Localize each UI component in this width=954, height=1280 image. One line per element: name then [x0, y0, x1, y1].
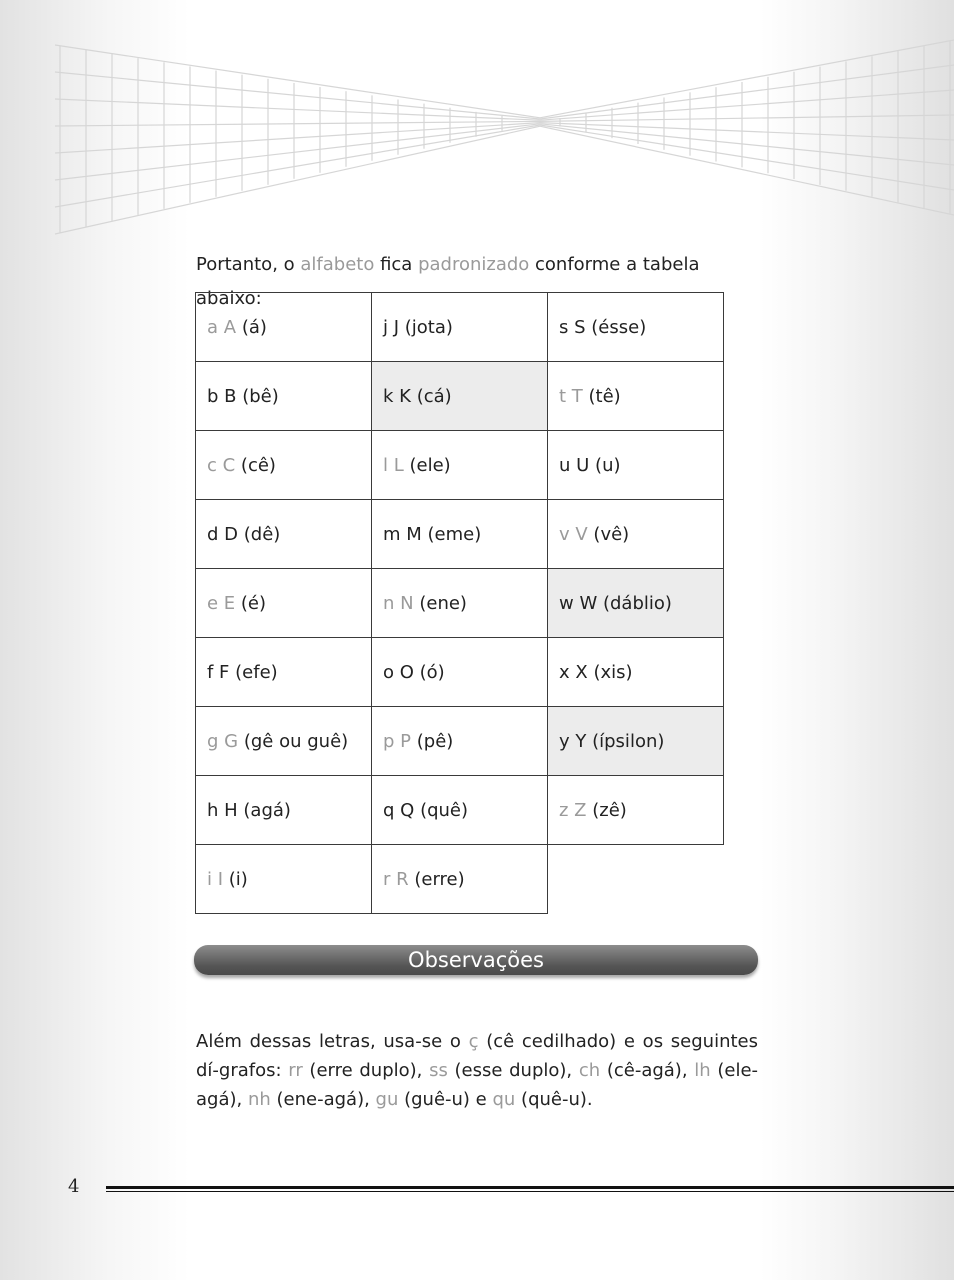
table-cell [548, 776, 724, 845]
letter-pair: g G [207, 730, 239, 752]
letter-pair: c C [207, 454, 236, 476]
intro-suffix: conforme a tabela abaixo: [196, 254, 700, 309]
text-segment: (ele-agá), [196, 1060, 759, 1110]
letter-pair: e E [207, 592, 236, 614]
table-row [196, 776, 724, 845]
letter-name: (xis) [593, 661, 633, 683]
table-row [196, 638, 724, 707]
letter-pair: u U [559, 454, 590, 476]
footer-rule-thin [106, 1191, 954, 1192]
table-row [196, 707, 724, 776]
letter-name: (ene) [419, 592, 467, 614]
page-number: 4 [68, 1176, 80, 1197]
letter-name: (dáblio) [602, 592, 672, 614]
text-segment: (erre duplo), [302, 1060, 430, 1081]
letter-pair: p P [383, 730, 412, 752]
letter-name: (ele) [409, 454, 451, 476]
table-cell [372, 638, 548, 707]
letter-pair: y Y [559, 730, 587, 752]
highlighted-term: lh [694, 1060, 711, 1081]
letter-name: (vê) [593, 523, 630, 545]
table-cell [548, 293, 724, 362]
letter-pair: t T [559, 385, 583, 407]
letter-name: (á) [241, 316, 267, 338]
table-row [196, 569, 724, 638]
table-cell [196, 569, 372, 638]
table-cell [196, 362, 372, 431]
letter-name: (ípsilon) [592, 730, 665, 752]
intro-mid: fica [374, 254, 419, 275]
table-cell [196, 845, 372, 914]
letter-name: (erre) [414, 868, 465, 890]
letter-name: (dê) [243, 523, 281, 545]
text-segment: (guê-u) e [398, 1089, 493, 1110]
table-cell [372, 845, 548, 914]
footer-rule-thick [106, 1186, 954, 1189]
table-cell [196, 638, 372, 707]
table-cell [372, 293, 548, 362]
letter-name: (u) [595, 454, 621, 476]
letter-pair: v V [559, 523, 588, 545]
intro-prefix: Portanto, o [196, 254, 301, 275]
letter-pair: k K [383, 385, 411, 407]
highlighted-term: rr [288, 1060, 303, 1081]
letter-name: (eme) [427, 523, 482, 545]
table-cell [372, 500, 548, 569]
letter-name: (cá) [416, 385, 452, 407]
letter-pair: j J [383, 316, 400, 338]
letter-pair: n N [383, 592, 414, 614]
letter-pair: z Z [559, 799, 587, 821]
letter-name: (gê ou guê) [243, 730, 349, 752]
letter-name: (zê) [592, 799, 627, 821]
letter-name: (ó) [419, 661, 445, 683]
table-row [196, 293, 724, 362]
text-segment: (ene-agá), [270, 1089, 376, 1110]
intro-word-alfabeto: alfabeto [300, 254, 375, 275]
letter-name: (efe) [235, 661, 278, 683]
intro-word-padronizado: padronizado [418, 254, 530, 275]
table-cell [548, 362, 724, 431]
letter-pair: m M [383, 523, 422, 545]
letter-name: (jota) [404, 316, 453, 338]
observations-paragraph [196, 1027, 758, 1114]
text-segment: (esse duplo), [447, 1060, 579, 1081]
table-row [196, 431, 724, 500]
table-cell [548, 500, 724, 569]
letter-pair: x X [559, 661, 588, 683]
table-cell [196, 776, 372, 845]
table-cell [196, 500, 372, 569]
letter-pair: w W [559, 592, 598, 614]
letter-name: (agá) [243, 799, 291, 821]
table-cell-empty [548, 845, 724, 914]
letter-pair: o O [383, 661, 414, 683]
letter-name: (pê) [416, 730, 454, 752]
highlighted-term: ss [429, 1060, 448, 1081]
text-segment: Além dessas letras, usa-se o [196, 1031, 469, 1052]
letter-pair: q Q [383, 799, 415, 821]
highlighted-term: gu [375, 1089, 399, 1110]
observations-banner: Observações [194, 945, 758, 975]
highlighted-term: qu [492, 1089, 516, 1110]
letter-pair: b B [207, 385, 237, 407]
letter-name: (tê) [588, 385, 621, 407]
letter-pair: f F [207, 661, 230, 683]
letter-name: (i) [228, 868, 248, 890]
highlighted-term: ch [578, 1060, 601, 1081]
table-cell [372, 431, 548, 500]
table-cell [196, 707, 372, 776]
table-cell [372, 776, 548, 845]
table-row [196, 500, 724, 569]
table-row [196, 845, 724, 914]
highlighted-term: nh [247, 1089, 271, 1110]
letter-pair: h H [207, 799, 238, 821]
letter-name: (é) [240, 592, 267, 614]
header-grid-decoration [0, 0, 954, 240]
letter-pair: l L [383, 454, 404, 476]
text-segment: (cê-agá), [600, 1060, 695, 1081]
table-cell [548, 707, 724, 776]
table-cell [196, 293, 372, 362]
letter-name: (cê) [240, 454, 276, 476]
highlighted-term: ç [468, 1031, 479, 1052]
table-cell [196, 431, 372, 500]
table-cell [372, 569, 548, 638]
table-cell [548, 569, 724, 638]
text-segment: (quê-u). [515, 1089, 593, 1110]
table-cell [372, 362, 548, 431]
table-cell [548, 638, 724, 707]
letter-pair: i I [207, 868, 224, 890]
letter-name: (ésse) [591, 316, 647, 338]
alphabet-table [195, 292, 724, 914]
letter-name: (bê) [242, 385, 279, 407]
letter-pair: a A [207, 316, 237, 338]
letter-pair: s S [559, 316, 586, 338]
letter-pair: d D [207, 523, 239, 545]
text-segment: (cê cedilhado) e os seguintes dí-grafos: [196, 1031, 758, 1081]
letter-name: (quê) [420, 799, 469, 821]
table-cell [372, 707, 548, 776]
letter-pair: r R [383, 868, 409, 890]
table-row [196, 362, 724, 431]
table-cell [548, 431, 724, 500]
